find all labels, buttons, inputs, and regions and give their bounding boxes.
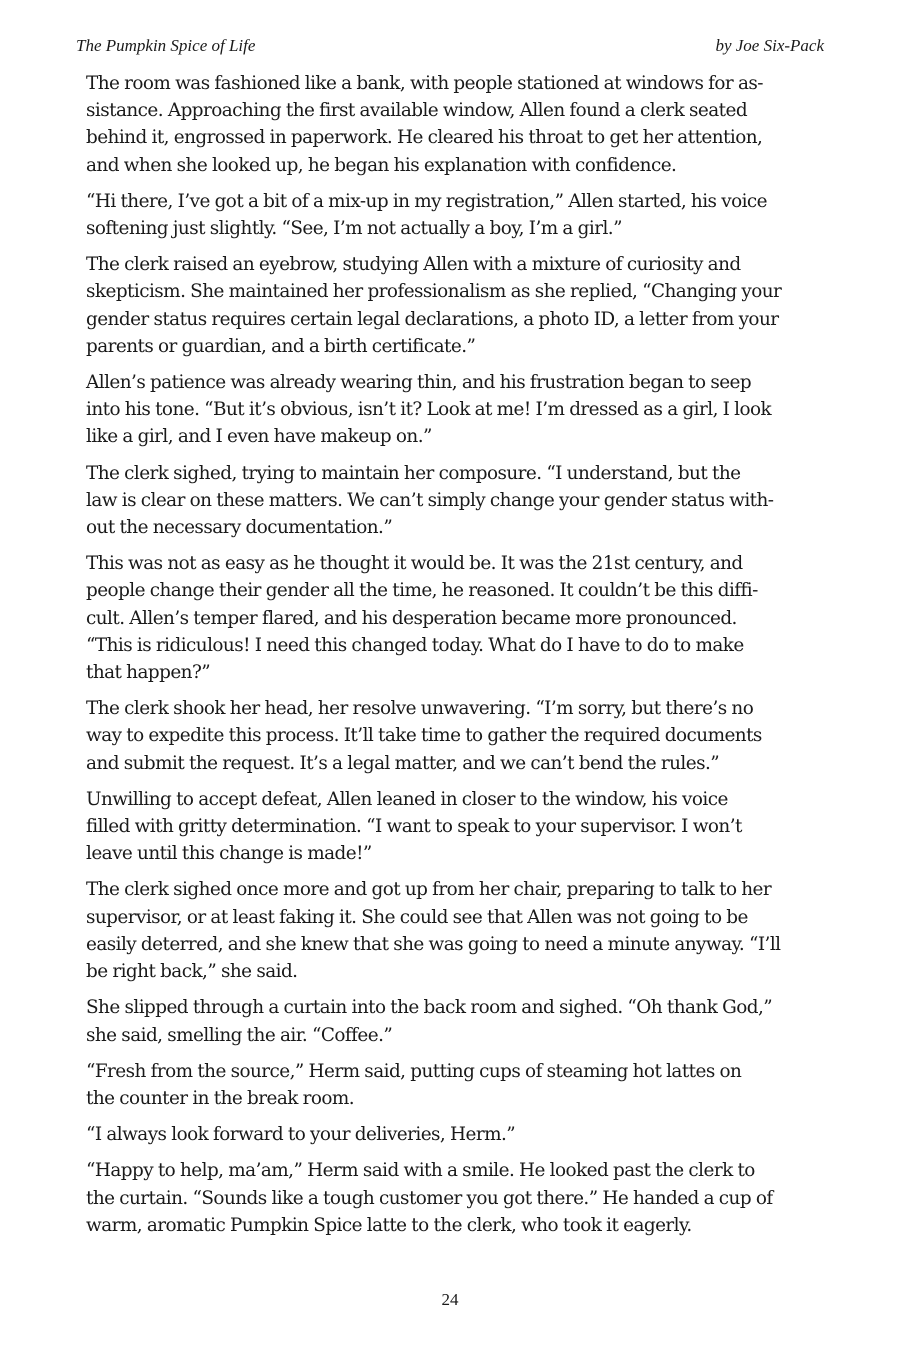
text-line: behind it, engrossed in paperwork. He cleared his throat to get her attention, [86, 127, 763, 149]
text-line: Unwilling to accept defeat, Allen leaned in closer to the window, his voice [86, 788, 728, 810]
text-line: This was not as easy as he thought it would be. It was the 21st century, and [86, 553, 743, 575]
text-line: The clerk sighed once more and got up from her chair, preparing to talk to her [86, 879, 772, 901]
page-number: 24 [441, 1290, 459, 1309]
text-line: she said, smelling the air. “Coffee.” [86, 1024, 393, 1046]
paragraph [76, 70, 824, 179]
text-line: warm, aromatic Pumpkin Spice latte to the clerk, who took it eagerly. [86, 1214, 692, 1236]
text-line: “I always look forward to your deliveries, Herm.” [86, 1124, 516, 1146]
text-line: “Fresh from the source,” Herm said, putting cups of steaming hot lattes on [86, 1060, 742, 1082]
text-line: supervisor, or at least faking it. She could see that Allen was not going to be [86, 906, 748, 928]
text-line: and when she looked up, he began his explanation with confidence. [86, 154, 677, 176]
paragraph [76, 1121, 824, 1148]
author-credit: by Joe Six-Pack [715, 36, 824, 55]
text-line: The room was fashioned like a bank, with people stationed at windows for as- [86, 73, 763, 94]
paragraph [76, 695, 824, 777]
text-line: parents or guardian, and a birth certificate.” [86, 335, 476, 357]
text-line: out the necessary documentation.” [86, 517, 393, 539]
text-line: The clerk raised an eyebrow, studying Allen with a mixture of curiosity and [86, 254, 741, 276]
text-line: like a girl, and I even have makeup on.” [86, 426, 432, 448]
text-line: into his tone. “But it’s obvious, isn’t it? Look at me! I’m dressed as a girl, I look [86, 399, 772, 421]
text-line: the curtain. “Sounds like a tough customer you got there.” He handed a cup of [86, 1187, 773, 1209]
text-line: skepticism. She maintained her professionalism as she replied, “Changing your [86, 281, 782, 303]
paragraph [76, 460, 824, 542]
text-line: way to expedite this process. It’ll take time to gather the required documents [86, 725, 762, 747]
paragraph [76, 994, 824, 1048]
text-line: “Hi there, I’ve got a bit of a mix-up in my registration,” Allen started, his voice [86, 190, 768, 212]
text-line: law is clear on these matters. We can’t simply change your gender status with- [86, 489, 774, 511]
text-line: people change their gender all the time, he reasoned. It couldn’t be this diffi- [86, 580, 758, 602]
paragraph [76, 786, 824, 868]
paragraph [76, 1058, 824, 1112]
text-line: that happen?” [86, 662, 211, 684]
text-line: and submit the request. It’s a legal matter, and we can’t bend the rules.” [86, 752, 720, 774]
text-line: The clerk shook her head, her resolve unwavering. “I’m sorry, but there’s no [86, 698, 754, 720]
paragraph [76, 188, 824, 242]
text-line: leave until this change is made!” [86, 843, 372, 865]
text-line: sistance. Approaching the first available window, Allen found a clerk seated [86, 100, 748, 122]
paragraph [76, 876, 824, 985]
text-line: easily deterred, and she knew that she was going to need a minute anyway. “I’ll [86, 933, 781, 955]
text-line: “Happy to help, ma’am,” Herm said with a smile. He looked past the clerk to [86, 1160, 755, 1182]
text-line: The clerk sighed, trying to maintain her composure. “I understand, but the [86, 462, 741, 484]
text-line: softening just slightly. “See, I’m not actually a boy, I’m a girl.” [86, 218, 622, 240]
text-line: be right back,” she said. [86, 961, 298, 983]
book-title: The Pumpkin Spice of Life [76, 36, 256, 55]
text-line: the counter in the break room. [86, 1087, 355, 1109]
paragraph [76, 1157, 824, 1239]
text-line: She slipped through a curtain into the back room and sighed. “Oh thank God,” [86, 997, 773, 1019]
text-line: gender status requires certain legal declarations, a photo ID, a letter from your [86, 308, 779, 330]
text-line: Allen’s patience was already wearing thin, and his frustration began to seep [86, 372, 752, 394]
running-header [76, 36, 824, 60]
text-line: cult. Allen’s temper flared, and his desperation became more pronounced. [86, 607, 737, 629]
paragraph [76, 550, 824, 686]
paragraph [76, 251, 824, 360]
text-line: filled with gritty determination. “I want to speak to your supervisor. I won’t [86, 816, 742, 838]
text-line: “This is ridiculous! I need this changed today. What do I have to do to make [86, 634, 744, 656]
body-text [76, 70, 824, 1248]
paragraph [76, 369, 824, 451]
